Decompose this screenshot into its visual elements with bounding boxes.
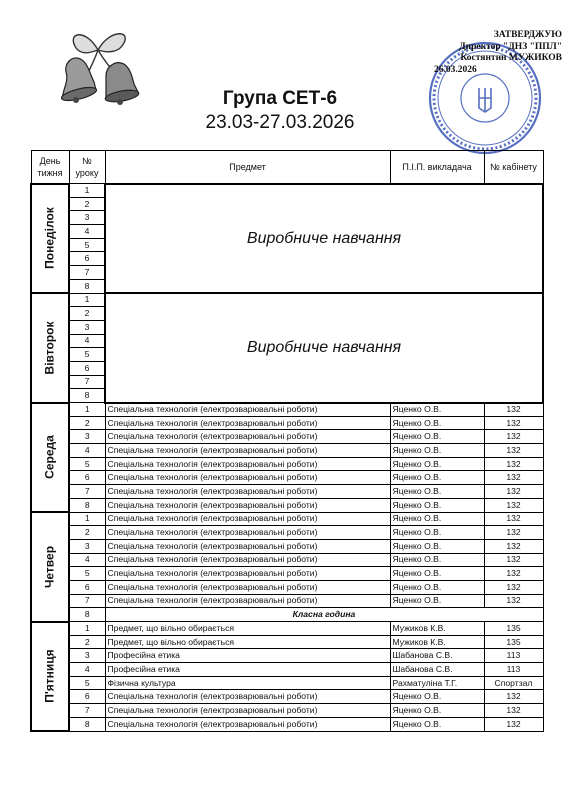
header-room: № кабінету bbox=[484, 151, 543, 184]
table-row bbox=[31, 594, 543, 608]
lesson-number: 2 bbox=[69, 307, 105, 321]
approval-name: Костянтин МУЖИКОВ bbox=[460, 53, 562, 63]
table-row bbox=[31, 608, 543, 622]
teacher-cell: Яценко О.В. bbox=[390, 704, 484, 718]
table-row bbox=[31, 717, 543, 731]
lesson-number: 6 bbox=[69, 252, 105, 266]
table-row bbox=[31, 403, 543, 417]
room-cell: 132 bbox=[484, 403, 543, 417]
lesson-number: 6 bbox=[69, 690, 105, 704]
table-row bbox=[31, 704, 543, 718]
room-cell: 132 bbox=[484, 526, 543, 540]
subject-cell: Предмет, що вільно обирається bbox=[105, 635, 390, 649]
room-cell: 132 bbox=[484, 690, 543, 704]
table-row bbox=[31, 690, 543, 704]
lesson-number: 3 bbox=[69, 539, 105, 553]
table-row bbox=[31, 622, 543, 636]
teacher-cell: Яценко О.В. bbox=[390, 512, 484, 526]
lesson-number: 4 bbox=[69, 663, 105, 677]
room-cell: 113 bbox=[484, 663, 543, 677]
table-row bbox=[31, 184, 543, 198]
table-row bbox=[31, 526, 543, 540]
day-name: П'ятниця bbox=[42, 649, 57, 703]
subject-cell: Спеціальна технологія (електрозварювальні роботи) bbox=[105, 444, 390, 458]
lesson-number: 5 bbox=[69, 676, 105, 690]
approval-block bbox=[432, 30, 562, 76]
lesson-number: 2 bbox=[69, 635, 105, 649]
day-name: Понеділок bbox=[42, 207, 57, 270]
table-row bbox=[31, 444, 543, 458]
subject-cell: Фізична культура bbox=[105, 676, 390, 690]
header-teacher: П.І.П. викладача bbox=[390, 151, 484, 184]
page-title: Група СЕТ-6 bbox=[222, 88, 338, 109]
room-cell: 132 bbox=[484, 498, 543, 512]
lesson-number: 1 bbox=[69, 184, 105, 198]
day-cell bbox=[31, 293, 69, 403]
merged-activity: Виробниче навчання bbox=[105, 184, 543, 294]
header-day: День тижня bbox=[31, 151, 69, 184]
lesson-number: 1 bbox=[69, 403, 105, 417]
room-cell: 135 bbox=[484, 622, 543, 636]
day-cell bbox=[31, 622, 69, 732]
lesson-number: 7 bbox=[69, 704, 105, 718]
subject-cell: Спеціальна технологія (електрозварювальні роботи) bbox=[105, 717, 390, 731]
subject-cell: Спеціальна технологія (електрозварювальні роботи) bbox=[105, 416, 390, 430]
room-cell: 132 bbox=[484, 539, 543, 553]
lesson-number: 3 bbox=[69, 320, 105, 334]
room-cell: 132 bbox=[484, 594, 543, 608]
lesson-number: 7 bbox=[69, 375, 105, 389]
lesson-number: 2 bbox=[69, 197, 105, 211]
class-hour: Класна година bbox=[105, 608, 543, 622]
subject-cell: Спеціальна технологія (електрозварювальні роботи) bbox=[105, 498, 390, 512]
room-cell: 132 bbox=[484, 512, 543, 526]
lesson-number: 5 bbox=[69, 457, 105, 471]
room-cell: 132 bbox=[484, 416, 543, 430]
subject-cell: Спеціальна технологія (електрозварювальні роботи) bbox=[105, 430, 390, 444]
table-row bbox=[31, 567, 543, 581]
day-cell bbox=[31, 512, 69, 622]
day-cell bbox=[31, 403, 69, 513]
teacher-cell: Яценко О.В. bbox=[390, 444, 484, 458]
day-cell bbox=[31, 184, 69, 294]
lesson-number: 8 bbox=[69, 498, 105, 512]
table-row bbox=[31, 416, 543, 430]
merged-activity: Виробниче навчання bbox=[105, 293, 543, 403]
teacher-cell: Яценко О.В. bbox=[390, 594, 484, 608]
room-cell: 132 bbox=[484, 430, 543, 444]
lesson-number: 3 bbox=[69, 211, 105, 225]
lesson-number: 1 bbox=[69, 512, 105, 526]
room-cell: 132 bbox=[484, 580, 543, 594]
room-cell: 132 bbox=[484, 704, 543, 718]
subject-cell: Спеціальна технологія (електрозварювальні роботи) bbox=[105, 403, 390, 417]
lesson-number: 4 bbox=[69, 334, 105, 348]
teacher-cell: Рахматуліна Т.Г. bbox=[390, 676, 484, 690]
table-row bbox=[31, 553, 543, 567]
lesson-number: 5 bbox=[69, 348, 105, 362]
teacher-cell: Яценко О.В. bbox=[390, 498, 484, 512]
subject-cell: Спеціальна технологія (електрозварювальні роботи) bbox=[105, 567, 390, 581]
room-cell: 132 bbox=[484, 444, 543, 458]
lesson-number: 7 bbox=[69, 485, 105, 499]
teacher-cell: Яценко О.В. bbox=[390, 553, 484, 567]
subject-cell: Спеціальна технологія (електрозварювальні роботи) bbox=[105, 471, 390, 485]
subject-cell: Спеціальна технологія (електрозварювальні роботи) bbox=[105, 580, 390, 594]
lesson-number: 4 bbox=[69, 444, 105, 458]
lesson-number: 3 bbox=[69, 430, 105, 444]
subject-cell: Професійна етика bbox=[105, 649, 390, 663]
subject-cell: Спеціальна технологія (електрозварювальні роботи) bbox=[105, 704, 390, 718]
teacher-cell: Мужиков К.В. bbox=[390, 635, 484, 649]
teacher-cell: Яценко О.В. bbox=[390, 567, 484, 581]
table-header-row bbox=[31, 151, 543, 184]
lesson-number: 3 bbox=[69, 649, 105, 663]
day-name: Вівторок bbox=[42, 321, 57, 375]
teacher-cell: Яценко О.В. bbox=[390, 690, 484, 704]
subject-cell: Спеціальна технологія (електрозварювальні роботи) bbox=[105, 539, 390, 553]
lesson-number: 6 bbox=[69, 580, 105, 594]
room-cell: 132 bbox=[484, 717, 543, 731]
room-cell: 132 bbox=[484, 485, 543, 499]
table-row bbox=[31, 635, 543, 649]
teacher-cell: Яценко О.В. bbox=[390, 457, 484, 471]
table-row bbox=[31, 539, 543, 553]
header-subject: Предмет bbox=[105, 151, 390, 184]
table-row bbox=[31, 580, 543, 594]
table-row bbox=[31, 457, 543, 471]
teacher-cell: Мужиков К.В. bbox=[390, 622, 484, 636]
teacher-cell: Яценко О.В. bbox=[390, 539, 484, 553]
table-row bbox=[31, 676, 543, 690]
teacher-cell: Яценко О.В. bbox=[390, 430, 484, 444]
subject-cell: Предмет, що вільно обирається bbox=[105, 622, 390, 636]
teacher-cell: Шабанова С.В. bbox=[390, 663, 484, 677]
lesson-number: 4 bbox=[69, 553, 105, 567]
room-cell: 113 bbox=[484, 649, 543, 663]
table-row bbox=[31, 430, 543, 444]
lesson-number: 5 bbox=[69, 238, 105, 252]
lesson-number: 8 bbox=[69, 717, 105, 731]
lesson-number: 5 bbox=[69, 567, 105, 581]
table-row bbox=[31, 498, 543, 512]
lesson-number: 8 bbox=[69, 608, 105, 622]
lesson-number: 7 bbox=[69, 266, 105, 280]
subject-cell: Спеціальна технологія (електрозварювальні роботи) bbox=[105, 553, 390, 567]
table-row bbox=[31, 471, 543, 485]
lesson-number: 1 bbox=[69, 293, 105, 307]
table-row bbox=[31, 512, 543, 526]
lesson-number: 8 bbox=[69, 279, 105, 293]
lesson-number: 2 bbox=[69, 416, 105, 430]
teacher-cell: Шабанова С.В. bbox=[390, 649, 484, 663]
table-row bbox=[31, 293, 543, 307]
lesson-number: 4 bbox=[69, 225, 105, 239]
subject-cell: Спеціальна технологія (електрозварювальні роботи) bbox=[105, 512, 390, 526]
subject-cell: Спеціальна технологія (електрозварювальні роботи) bbox=[105, 457, 390, 471]
bells-decoration-icon bbox=[48, 20, 148, 120]
lesson-number: 2 bbox=[69, 526, 105, 540]
lesson-number: 7 bbox=[69, 594, 105, 608]
header-lesson: № уроку bbox=[69, 151, 105, 184]
room-cell: 132 bbox=[484, 457, 543, 471]
subject-cell: Спеціальна технологія (електрозварювальні роботи) bbox=[105, 526, 390, 540]
subject-cell: Спеціальна технологія (електрозварювальні роботи) bbox=[105, 485, 390, 499]
table-row bbox=[31, 485, 543, 499]
table-row bbox=[31, 649, 543, 663]
approval-position: Директор "ДНЗ "ППЛ" bbox=[459, 41, 562, 52]
approval-date: 26.03.2026 bbox=[434, 64, 477, 75]
teacher-cell: Яценко О.В. bbox=[390, 580, 484, 594]
teacher-cell: Яценко О.В. bbox=[390, 717, 484, 731]
room-cell: 135 bbox=[484, 635, 543, 649]
page-dates: 23.03-27.03.2026 bbox=[205, 112, 355, 133]
day-name: Четвер bbox=[42, 545, 57, 588]
day-name: Середа bbox=[42, 435, 57, 480]
room-cell: 132 bbox=[484, 471, 543, 485]
room-cell: 132 bbox=[484, 553, 543, 567]
teacher-cell: Яценко О.В. bbox=[390, 526, 484, 540]
subject-cell: Професійна етика bbox=[105, 663, 390, 677]
subject-cell: Спеціальна технологія (електрозварювальні роботи) bbox=[105, 594, 390, 608]
room-cell: 132 bbox=[484, 567, 543, 581]
approval-heading: ЗАТВЕРДЖУЮ bbox=[493, 30, 562, 40]
teacher-cell: Яценко О.В. bbox=[390, 485, 484, 499]
schedule-table bbox=[30, 150, 544, 732]
teacher-cell: Яценко О.В. bbox=[390, 471, 484, 485]
lesson-number: 6 bbox=[69, 471, 105, 485]
subject-cell: Спеціальна технологія (електрозварювальні роботи) bbox=[105, 690, 390, 704]
teacher-cell: Яценко О.В. bbox=[390, 416, 484, 430]
lesson-number: 1 bbox=[69, 622, 105, 636]
lesson-number: 6 bbox=[69, 361, 105, 375]
lesson-number: 8 bbox=[69, 389, 105, 403]
teacher-cell: Яценко О.В. bbox=[390, 403, 484, 417]
table-row bbox=[31, 663, 543, 677]
room-cell: Спортзал bbox=[484, 676, 543, 690]
